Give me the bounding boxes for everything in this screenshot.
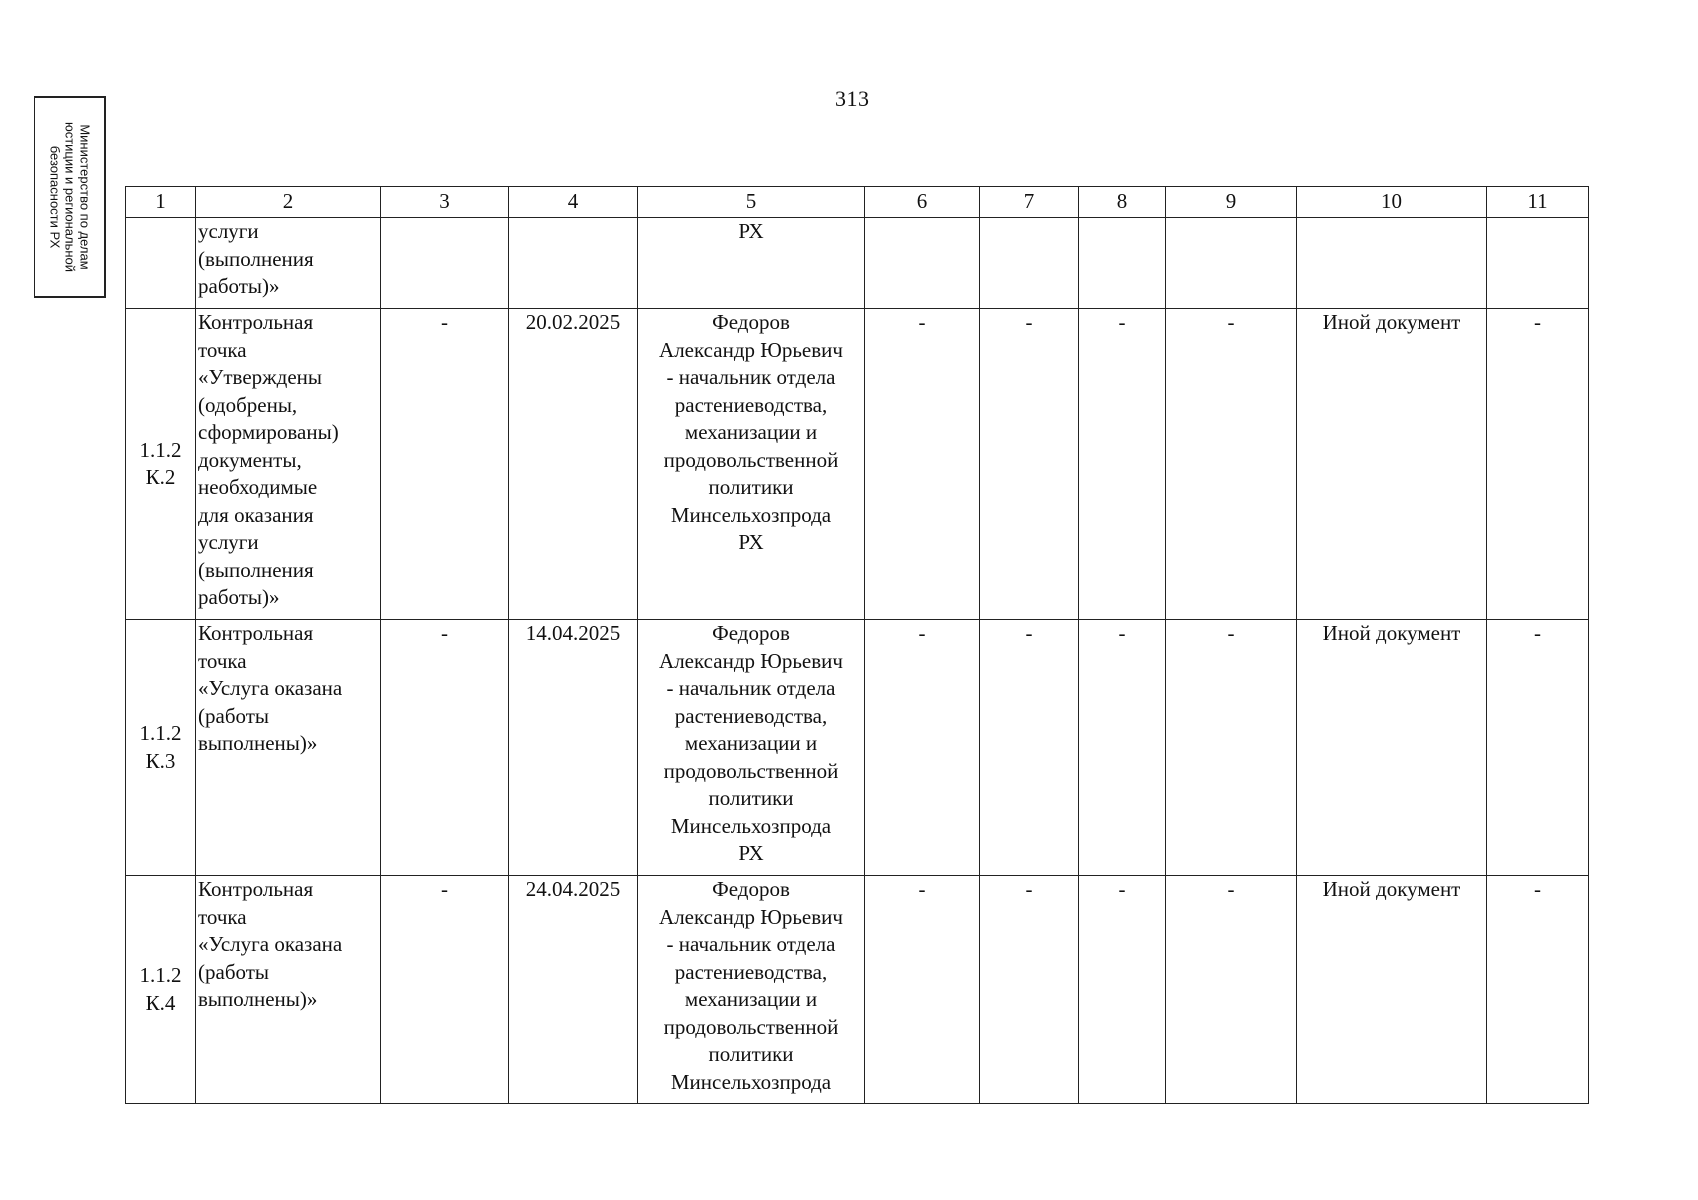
col11-value: - [1487,309,1589,620]
col8-value: - [1079,309,1166,620]
row-number [126,218,196,309]
table-row [126,876,1589,1104]
col7-value: - [980,876,1079,1104]
col7-value: - [980,620,1079,876]
col6-value: - [865,876,980,1104]
col11-value: - [1487,876,1589,1104]
column-header: 7 [980,187,1079,218]
row-name: услуги (выполнения работы)» [196,218,381,309]
column-header: 5 [638,187,865,218]
col3-value: - [381,620,509,876]
column-header: 1 [126,187,196,218]
row-date: 24.04.2025 [509,876,638,1104]
ministry-stamp [34,96,106,298]
row-name: Контрольная точка «Утверждены (одобрены, сформированы) документы, необходимые для оказания услуги (выполнения работы)» [196,309,381,620]
row-name: Контрольная точка «Услуга оказана (работы выполнены)» [196,876,381,1104]
row-date: 20.02.2025 [509,309,638,620]
col11-value: - [1487,620,1589,876]
col3-value: - [381,876,509,1104]
stamp-line: безопасности РХ [47,145,62,249]
col6-value: - [865,620,980,876]
col7-value: - [980,309,1079,620]
stamp-line: Министерство по делам [77,124,92,270]
column-header: 3 [381,187,509,218]
continuation-row [126,218,1589,309]
col8-value: - [1079,876,1166,1104]
empty-cell [1487,218,1589,309]
stamp-text [47,99,92,295]
page-number: 313 [835,86,870,111]
row-responsible: Федоров Александр Юрьевич - начальник отдела растениеводства, механизации и продовольственной политики Минсельхозпрода [638,876,865,1104]
column-header: 8 [1079,187,1166,218]
table-row [126,620,1589,876]
row-responsible: РХ [638,218,865,309]
table-header-row [126,187,1589,218]
column-header: 2 [196,187,381,218]
empty-cell [509,218,638,309]
empty-cell [1079,218,1166,309]
empty-cell [1297,218,1487,309]
control-points-table [125,186,1589,1104]
empty-cell [381,218,509,309]
row-doc-type: Иной документ [1297,309,1487,620]
empty-cell [1166,218,1297,309]
row-doc-type: Иной документ [1297,876,1487,1104]
stamp-line: юстиции и региональной [62,121,77,273]
col3-value: - [381,309,509,620]
column-header: 10 [1297,187,1487,218]
col6-value: - [865,309,980,620]
row-number: 1.1.2 К.2 [126,309,196,620]
row-responsible: Федоров Александр Юрьевич - начальник отдела растениеводства, механизации и продовольственной политики Минсельхозпрода РХ [638,309,865,620]
col9-value: - [1166,620,1297,876]
row-responsible: Федоров Александр Юрьевич - начальник отдела растениеводства, механизации и продовольственной политики Минсельхозпрода РХ [638,620,865,876]
empty-cell [980,218,1079,309]
row-name: Контрольная точка «Услуга оказана (работы выполнены)» [196,620,381,876]
column-header: 9 [1166,187,1297,218]
column-header: 4 [509,187,638,218]
col9-value: - [1166,876,1297,1104]
column-header: 6 [865,187,980,218]
row-doc-type: Иной документ [1297,620,1487,876]
col9-value: - [1166,309,1297,620]
row-date: 14.04.2025 [509,620,638,876]
empty-cell [865,218,980,309]
table-row [126,309,1589,620]
column-header: 11 [1487,187,1589,218]
col8-value: - [1079,620,1166,876]
row-number: 1.1.2 К.3 [126,620,196,876]
row-number: 1.1.2 К.4 [126,876,196,1104]
